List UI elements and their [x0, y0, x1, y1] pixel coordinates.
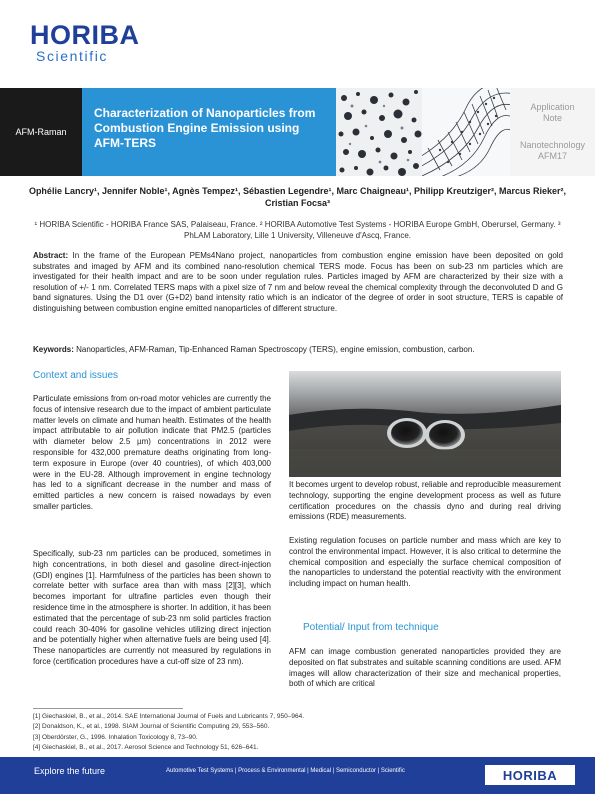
category-label: AFM-Raman	[0, 88, 82, 176]
references	[33, 712, 304, 754]
keywords-label: Keywords:	[33, 345, 74, 354]
app-note-label-1: Application	[530, 102, 575, 112]
nanoparticle-image	[336, 88, 422, 176]
exhaust-pipe-photo	[289, 371, 561, 477]
logo-subtitle: Scientific	[36, 48, 109, 64]
title-box	[82, 88, 336, 176]
reference-item: [2] Donaldson, K., et al., 1998. SIAM Journal of Scientific Computing 29, 553–560.	[33, 723, 270, 731]
references-divider	[33, 708, 183, 709]
application-note-box	[510, 88, 595, 176]
reference-item: [3] Oberdörster, G., 1996. Inhalation Toxicology 8, 73–90.	[33, 733, 198, 741]
document-title: Characterization of Nanoparticles from Combustion Engine Emission using AFM-TERS	[94, 106, 316, 150]
reference-item: [4] Giechaskiel, B., et al., 2017. Aerosol Science and Technology 51, 626–641.	[33, 744, 259, 752]
horiba-scientific-logo	[30, 22, 140, 64]
reference-item: [1] Giechaskiel, B., et al., 2014. SAE International Journal of Fuels and Lubricants 7, 950–964.	[33, 713, 305, 720]
exhaust-pipe-illustration	[289, 371, 561, 477]
app-note-id: AFM17	[537, 151, 567, 161]
right-paragraph-2: Existing regulation focuses on particle number and mass which are key to control the environmental impact. However, it is also critical to determine the chemical composition and especially the surface chemical composition of the nanoparticles to understand the potential reactivity with the environment including impact on human health.	[289, 536, 561, 589]
footer-bar	[0, 757, 595, 794]
header-band	[0, 88, 595, 176]
app-note-topic: Nanotechnology	[519, 140, 586, 150]
author-list: Ophélie Lancry¹, Jennifer Noble¹, Agnès Tempez¹, Sébastien Legendre¹, Marc Chaigneau¹, Philipp Kreutziger², Marcus Rieker², Cristian Focsa³	[28, 186, 567, 208]
context-paragraph-1: Particulate emissions from on-road motor vehicles are currently the focus of intensive research due to the impact of ambient particulate matter levels on climate and human health. Estimates of the health impact attributable to air pollution indicate that PM2.5 (particles with diameter below 2.5 µm) concentrations in 2012 were responsible for 432,000 premature deaths originating from long-term exposure in Europe (over 40 countries), of which 403,000 were in the EU-28. Although improvement in engine technology has led to a significant decrease in the number and mass of emitted particles a new concern is raised nowadays by even smaller particles.	[33, 394, 271, 511]
affiliations: ¹ HORIBA Scientific - HORIBA France SAS, Palaiseau, France. ² HORIBA Automotive Test Systems - HORIBA Europe GmbH, Oberursel, Germany. ³ PhLAM Laboratory, Lille 1 University, Villeneuve d'Ascq, France.	[34, 220, 561, 240]
keywords-text: Nanoparticles, AFM-Raman, Tip-Enhanced Raman Spectroscopy (TERS), engine emission, combustion, carbon.	[73, 345, 475, 354]
logo-wordmark: HORIBA	[30, 20, 140, 50]
nanoparticle-dots-illustration	[336, 88, 422, 176]
app-note-label-2: Note	[542, 113, 562, 123]
carbon-nanotube-image	[422, 88, 510, 176]
section-heading-potential: Potential/ Input from technique	[303, 622, 439, 633]
nanotube-lattice-illustration	[422, 88, 510, 176]
right-paragraph-3: AFM can image combustion generated nanoparticles provided they are deposited on flat substrates and suitable scanning conditions are used. AFM images will allow characterization of their size and mechanical properties, both of which are critical	[289, 647, 561, 689]
right-paragraph-1: It becomes urgent to develop robust, reliable and reproducible measurement technology, supporting the engine development process as well as future certification procedures on the chassis dyno and during real driving emissions (RDE) measurements.	[289, 480, 561, 522]
section-heading-context: Context and issues	[33, 370, 119, 381]
footer-divisions: Automotive Test Systems | Process & Environmental | Medical | Semiconductor | Scientific	[166, 768, 405, 774]
abstract-label: Abstract:	[33, 251, 69, 260]
abstract	[33, 251, 563, 315]
footer-tagline: Explore the future	[34, 766, 106, 776]
context-paragraph-2: Specifically, sub-23 nm particles can be produced, sometimes in high concentrations, in both diesel and gasoline direct-injection (GDI) engines [1]. Harmfulness of the particles has been shown to correlate better with surface area than with mass [2][3], which becomes important for ultrafine particles even though their residence time in the atmosphere is shorter. In addition, it has been estimated that the percentage of sub-23 nm solid particles fraction could reach 30-40% for gasoline vehicles utilizing direct injection and be potentially higher when alternative fuels are being used [4]. These nanoparticles are currently not measured by regulations in force (certification procedures have a cut-off size of 23 nm).	[33, 549, 271, 666]
keywords	[33, 345, 563, 356]
footer-horiba-logo: HORIBA	[485, 765, 575, 785]
abstract-text: In the frame of the European PEMs4Nano project, nanoparticles from combustion engine emission have been deposited on gold substrates and imaged by AFM and its combined nano-resolution chemical TERS mode. Focus has been on sub-23 nm particles which are investigated for their health impact and are to be soon under regulation rules. Particles imaged by AFM are characterized by their size with a resolution of +/- 1 nm. Correlated TERS maps with a pixel size of 7 nm and below reveal the chemical complexity through the deconvoluted D and G band signatures. Using the D1 over (G+D2) band intensity ratio which is an indicator of the degree of order in soot structure, TERS is capable of distinguishing between combustion engine emitted nanoparticles of different structure.	[33, 251, 563, 313]
